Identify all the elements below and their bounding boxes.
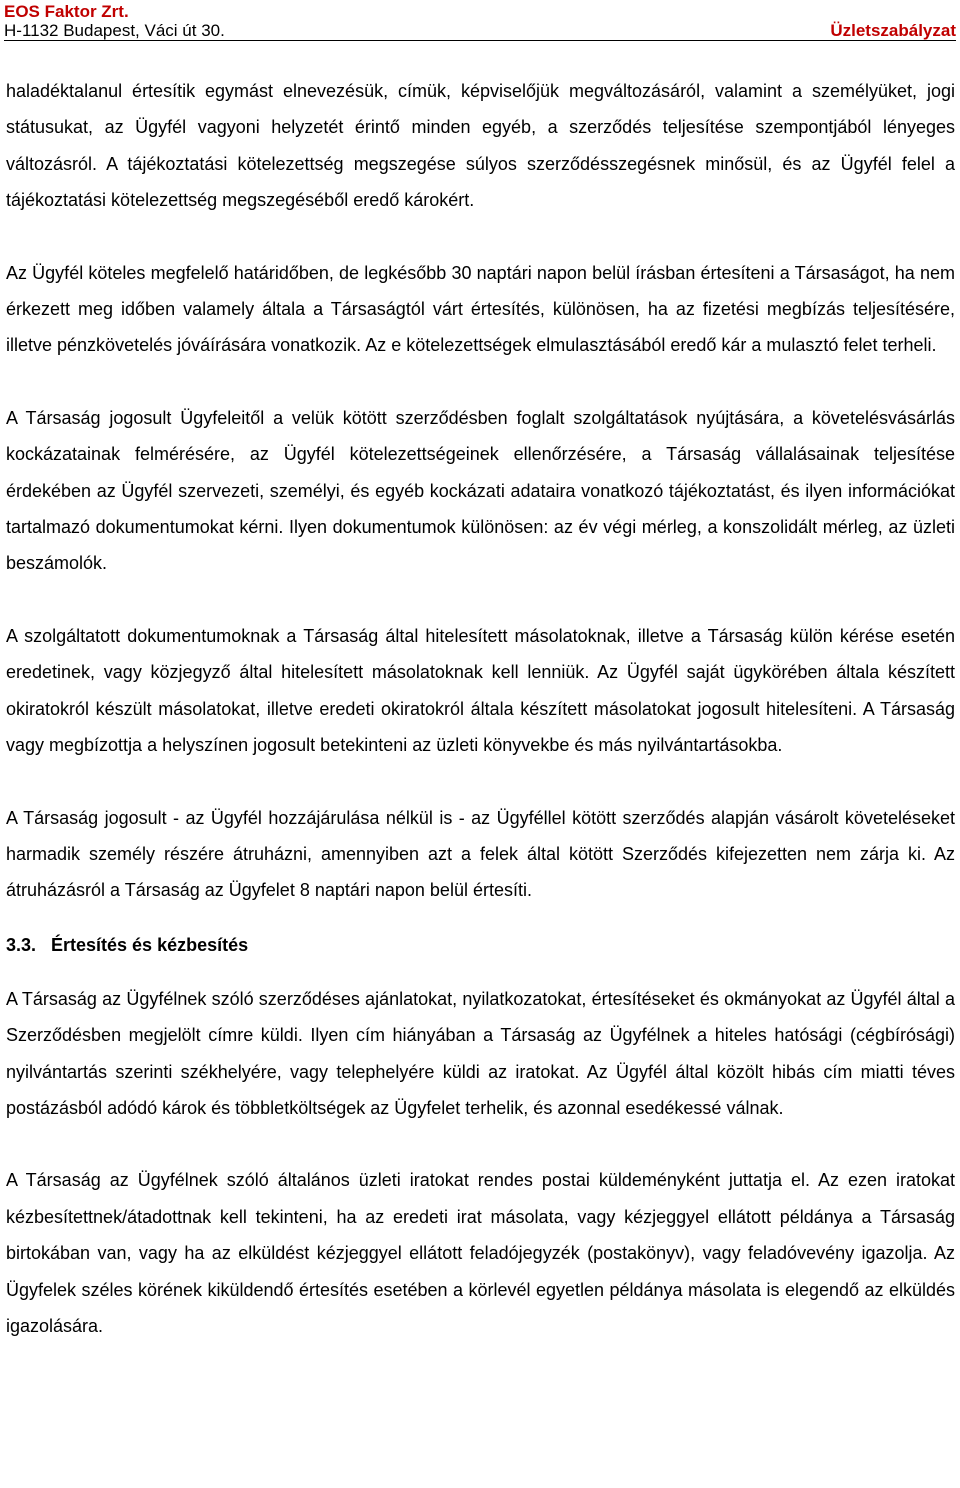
section-number: 3.3. [6, 934, 37, 955]
section-heading [6, 927, 955, 963]
paragraph: haladéktalanul értesítik egymást elnevezésük, címük, képviselőjük megváltozásáról, valamint a személyüket, jogi státusukat, az Ügyfél vagyoni helyzetét érintő minden egyéb, a szerződés teljesítése szempontjából lényeges változásról. A tájékoztatási kötelezettség megszegése súlyos szerződésszegésnek minősül, és az Ügyfél felel a tájékoztatási kötelezettség megszegéséből eredő károkért. [6, 81, 955, 211]
paragraph: A Társaság jogosult Ügyfeleitől a velük kötött szerződésben foglalt szolgáltatások nyújtására, a követelésvásárlás kockázatainak felmérésére, az Ügyfél kötelezettségeinek ellenőrzésére, a Társaság vállalásainak teljesítése érdekében az Ügyfél szervezeti, személyi, és egyéb kockázati adataira vonatkozó tájékoztatást, és ilyen információkat tartalmazó dokumentumokat kérni. Ilyen dokumentumok különösen: az év végi mérleg, a konszolidált mérleg, az üzleti beszámolók. [6, 407, 955, 574]
document-title: Üzletszabályzat [830, 21, 956, 40]
paragraph: A Társaság az Ügyfélnek szóló szerződéses ajánlatokat, nyilatkozatokat, értesítéseket és okmányokat az Ügyfél által a Szerződésben megjelölt címre küldi. Ilyen cím hiányában a Társaság az Ügyfélnek a hiteles hatósági (cégbírósági) nyilvántartás szerinti székhelyére, vagy telephelyére küldi az iratokat. Az Ügyfél által közölt hibás cím miatti téves postázásból adódó károk és többletköltségek az Ügyfelet terhelik, és azonnal esedékessé válnak. [6, 988, 955, 1118]
paragraph: A Társaság az Ügyfélnek szóló általános üzleti iratokat rendes postai küldeményként juttatja el. Az ezen iratokat kézbesítettnek/átadottnak kell tekinteni, ha az eredeti irat másolata, vagy kézjeggyel ellátott példánya a Társaság birtokában van, vagy ha az elküldést kézjeggyel ellátott feladójegyzék (postakönyv), vagy feladóvevény igazolja. Az Ügyfelek széles körének kiküldendő értesítés esetében a körlevél egyetlen példánya másolata is elegendő az elküldés igazolására. [6, 1170, 955, 1336]
paragraph: A szolgáltatott dokumentumoknak a Társaság által hitelesített másolatoknak, illetve a Társaság külön kérése esetén eredetinek, vagy közjegyző által hitelesített másolatoknak kell lenniük. Az Ügyfél saját ügykörében általa készített okiratokról készült másolatokat, illetve eredeti okiratokról általa készített másolatokat jogosult hitelesíteni. A Társaság vagy megbízottja a helyszínen jogosult betekinteni az üzleti könyvekbe és más nyilvántartásokba. [6, 625, 955, 756]
section-title: Értesítés és kézbesítés [51, 934, 249, 955]
company-address: H-1132 Budapest, Váci út 30. [4, 21, 225, 40]
document-body [6, 73, 955, 1344]
paragraph: Az Ügyfél köteles megfelelő határidőben, de legkésőbb 30 naptári napon belül írásban értesíteni a Társaságot, ha nem érkezett meg időben valamely általa a Társaságtól várt értesítés, különösen, ha az fizetési megbízás teljesítésére, illetve pénzkövetelés jóváírására vonatkozik. Az e kötelezettségek elmulasztásából eredő kár a mulasztó felet terheli. [6, 262, 955, 356]
page-header [4, 2, 956, 41]
company-name: EOS Faktor Zrt. [4, 2, 129, 21]
paragraph: A Társaság jogosult - az Ügyfél hozzájárulása nélkül is - az Ügyféllel kötött szerződés alapján vásárolt követeléseket harmadik személy részére átruházni, amennyiben azt a felek által kötött Szerződés kifejezetten nem zárja ki. Az átruházásról a Társaság az Ügyfelet 8 naptári napon belül értesíti. [6, 807, 955, 901]
